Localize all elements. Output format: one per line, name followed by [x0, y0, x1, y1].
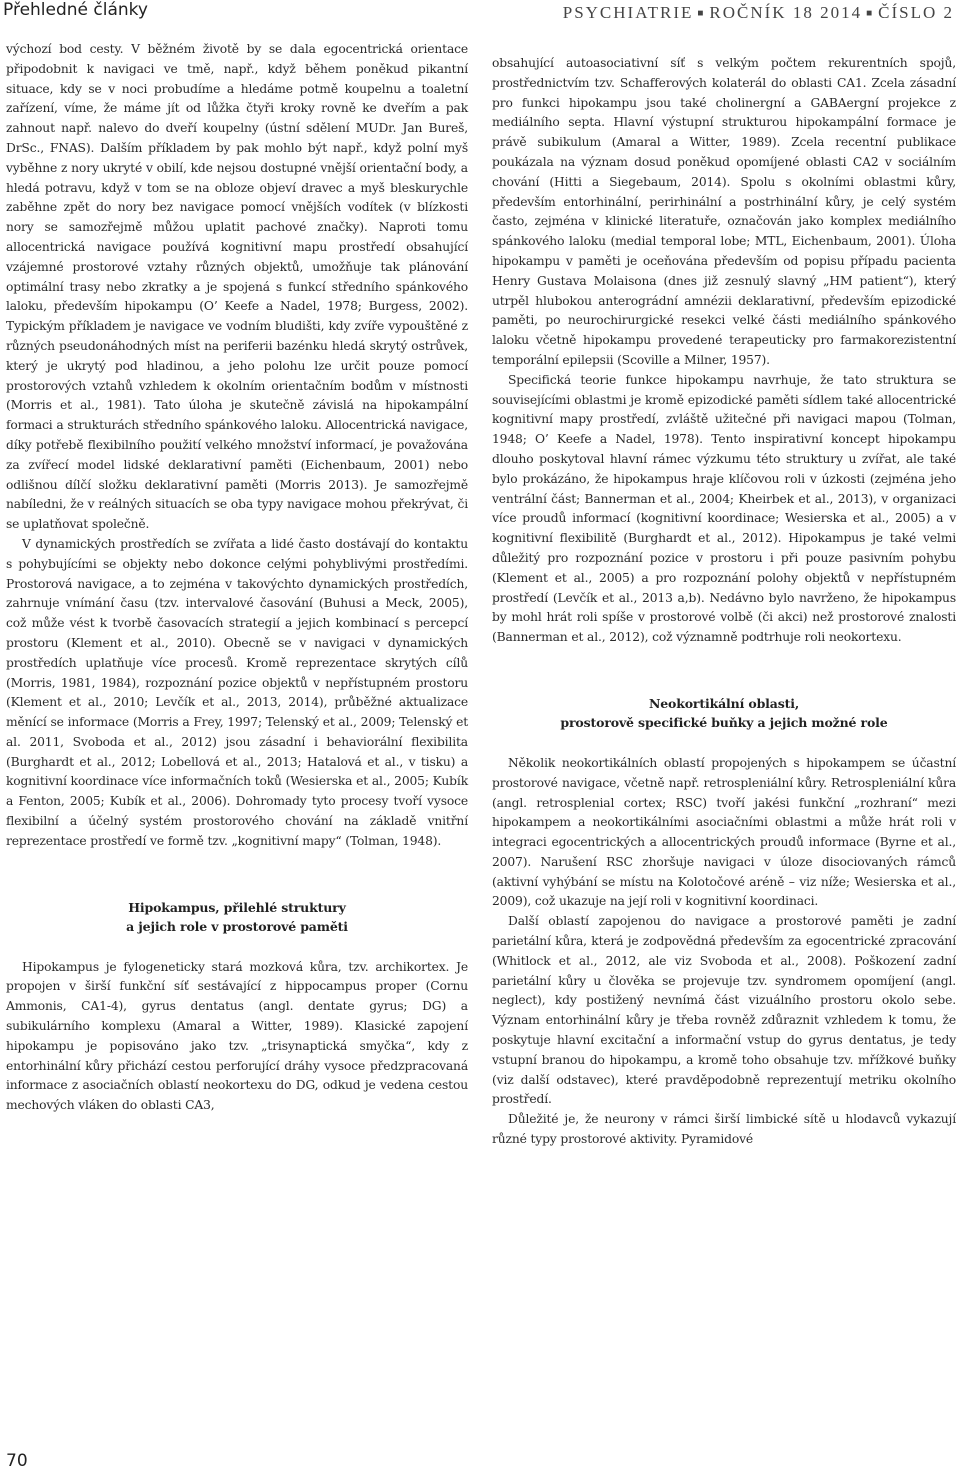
section-title [6, 898, 468, 936]
year: 2014 [820, 3, 863, 22]
paragraph: Další oblastí zapojenou do navigace a prostorové paměti je zadní parietální kůra, která je zodpovědná především za egocentrické zpracování (Whitlock et al., 2012, ale viz Svoboda et al., 2008). Poškození zadní parietální kůry u člověka se projevuje tzv. syndromem opomíjení (angl. neglect), kdy postižený nevnímá část vizuálního prostoru okolo sebe. Význam entorhinální kůry je třeba rovněž zdůraznit vzhledem k tomu, že poskytuje hlavní excitační a informační vstup do gyrus dentatus, je tedy vstupní branou do hipokampu, a kromě toho obsahuje tzv. mřížkové buňky (viz další odstavec), které pravděpodobně reprezentují metriku okolního prostředí. [492, 914, 956, 1107]
separator-square-icon: ■ [866, 8, 875, 19]
journal-name: PSYCHIATRIE [562, 3, 694, 22]
paragraph: Specifická teorie funkce hipokampu navrhuje, že tato struktura se souvisejícími oblastmi je kromě epizodické paměti sídlem také allocentrické kognitivní mapy prostředí, zvláště užitečné při navigaci mapou (Tolman, 1948; O’ Keefe a Nadel, 1978). Tento inspirativní koncept hipokampu dlouho poskytoval hlavní rámec výzkumu této struktury u zvířat, ale také bylo prokázáno, že hipokampus hraje klíčovou roli v úzkosti (zejména jeho ventrální část; Bannerman et al., 2004; Kheirbek et al., 2013), v organizaci více proudů informací (kognitivní koordinace; Wesierska et al., 2005) a v kognitivní flexibilitě (Burghardt et al., 2012). Hipokampus je také velmi důležitý pro rozpoznání pozice v prostoru i při pouze pasivním pohybu (Klement et al., 2005) a pro rozpoznání polohy objektů v nepřístupném prostředí (Levčík et al., 2013 a,b). Nedávno bylo navrženo, že hipokampus by mohl hrát roli spíše v prostorové volbě (či akci) než prostorové znalosti (Bannerman et al., 2012), což významně podtrhuje roli neokortexu. [492, 372, 956, 645]
issue: ČÍSLO 2 [878, 3, 954, 22]
volume: ROČNÍK 18 [709, 3, 814, 22]
section-title-line: Hipokampus, přilehlé struktury [128, 899, 346, 915]
journal-header [563, 3, 954, 23]
section-title-line: prostorově specifické buňky a jejich možné role [560, 714, 888, 730]
right-column [492, 54, 956, 1150]
left-column [6, 40, 468, 1116]
paragraph: V dynamických prostředích se zvířata a lidé často dostávají do kontaktu s pohybujícími se objekty nebo dokonce celými pohyblivými prostředími. Prostorová navigace, a to zejména v takovýchto dynamických prostředích, zahrnuje vnímání času (tzv. intervalové časování (Buhusi a Meck, 2005), což může vést k tvorbě časovacích strategií a jejich kombinací s percepcí prostoru (Klement et al., 2010). Obecně se v navigaci v dynamických prostředích uplatňuje více procesů. Kromě reprezentace skrytých cílů (Morris, 1981, 1984), rozpoznání pozice objektů v nepřístupném prostoru (Klement et al., 2010; Levčík et al., 2013, 2014), průběžné aktualizace měnící se informace (Morris a Frey, 1997; Telenský et al., 2009; Telenský et al. 2011, Svoboda et al., 2012) jsou zásadní i behaviorální flexibilita (Burghardt et al., 2012; Lobellová et al., 2013; Hatalová et al., v tisku) a kognitivní koordinace více informačních toků (Wesierska et al., 2005; Kubík a Fenton, 2005; Kubík et al., 2006). Dohromady tyto procesy tvoří vysoce flexibilní a účelný systém prostorového chování na základě vnitřní reprezentace prostředí ve formě tzv. „kognitivní mapy“ (Tolman, 1948). [6, 536, 468, 848]
section-title [492, 694, 956, 732]
paragraph: obsahující autoasociativní síť s velkým počtem rekurentních spojů, prostřednictvím tzv. Schafferových kolaterál do oblasti CA1. Zcela zásadní pro funkci hipokampu jsou také cholinergní a GABAergní projekce z mediálního septa. Hlavní výstupní strukturou hipokampální formace je právě subikulum (Amaral a Witter, 1989). Zcela recentní publikace poukázala na význam dosud poněkud opomíjené oblasti CA2 v sociálním chování (Hitti a Siegebaum, 2014). Spolu s okolními oblastmi kůry, především entorhinální, perirhinální a postrhinální kůry, je celý systém často, zejména v klinické literatuře, označován jako komplex mediálního spánkového laloku (medial temporal lobe; MTL, Eichenbaum, 2001). Úloha hipokampu v paměti je oceňována především od popisu případu pacienta Henry Gustava Molaisona (dnes již zesnulý slavný „HM patient“), který utrpěl hlubokou anterográdní amnézii deklarativní, především epizodické paměti, po neurochirurgické resekci velké části mediálního spánkového laloku včetně hipokampu provedené terapeuticky pro farmakorezistentní temporální epilepsii (Scoville a Milner, 1957). [492, 56, 956, 367]
separator-square-icon: ■ [697, 8, 706, 19]
section-title-line: a jejich role v prostorové paměti [126, 918, 348, 934]
paragraph: Hipokampus je fylogeneticky stará mozková kůra, tzv. archikortex. Je propojen v širší funkční síť sestávající z hippocampus proper (Cornu Ammonis, CA1-4), gyrus dentatus (angl. dentate gyrus; DG) a subikulárního komplexu (Amaral a Witter, 1989). Klasické zapojení hipokampu je popisováno jako tzv. „trisynaptická smyčka“, kdy z entorhinální kůry přichází cestou perforující dráhy vysoce předzpracovaná informace z asociačních oblastí neokortexu do DG, odkud je vedena cestou mechových vláken do oblasti CA3, [6, 959, 468, 1113]
paragraph: Několik neokortikálních oblastí propojených s hipokampem se účastní prostorové navigace, včetně např. retrospleniální kůry. Retrospleniální kůra (angl. retrosplenial cortex; RSC) tvoří jakési funkční „rozhraní“ mezi hipokampem a neokortikálními asociačními oblastmi a může hrát roli v integraci egocentrických a allocentrických proudů informace (Byrne et al., 2007). Narušení RSC zhoršuje navigaci v úloze disociovaných rámců (aktivní vyhýbání se místu na Kolotočové aréně – viz níže; Wesierska et al., 2009), což ukazuje na její roli v kognitivní koordinaci. [492, 755, 956, 909]
paragraph: Důležité je, že neurony v rámci širší limbické sítě u hlodavců vykazují různé typy prostorové aktivity. Pyramidové [492, 1112, 956, 1147]
section-title-line: Neokortikální oblasti, [648, 695, 800, 711]
paragraph: výchozí bod cesty. V běžném životě by se dala egocentrická orientace připodobnit k navigaci ve tmě, např., když během poněkud pikantní situace, kdy se v noci probudíme a hledáme potmě koupelnu a toaletní zařízení, víme, že máme jít od lůžka čtyři kroky rovně ke dveřím a pak zahnout např. nalevo do dveří koupelny (ústní sdělení MUDr. Jan Bureš, DrSc., FNAS). Dalším příkladem by pak mohlo být např., když polní myš vyběhne z nory ukryté v obilí, kde nejsou dostupné vnější orientační body, a hledá potravu, když v tom se na obloze objeví dravec a myš bleskurychle zaběhne zpět do nory bez navigace pomocí vnějších vodítek (v blízkosti nory se samozřejmě můžou uplatit pachové značky). Naproti tomu allocentrická navigace používá kognitivní mapu prostředí obsahující vzájemné prostorové vztahy různých objektů, umožňuje tak plánování optimální trasy nebo zkratky a je spojená s funkcí středního spánkového laloku, především hipokampu (O’ Keefe a Nadel, 1978; Burgess, 2002). Typickým příkladem je navigace ve vodním bludišti, kdy zvíře vypouštěné z různých pseudonáhodných míst na periferii bazénku hledá skrytý ostrůvek, který je ukrytý pod hladinou, a jeho polohu lze určit pouze pomocí prostorových vztahů vzhledem k okolním orientačním bodům v místnosti (Morris et al., 1981). Tato úloha je skutečně závislá na hipokampální formaci a strukturách středního spánkového laloku. Allocentrická navigace, díky potřebě flexibilního použití velkého množství informací, je považována za zvířecí model lidské deklarativní paměti (Eichenbaum, 2001) nebo odlišnou dílčí složku deklarativní paměti (Morris 2013). Je samozřejmě nabíledni, že v reálných situacích se oba typy navigace mohou překrývat, či se uplatňovat společně. [6, 42, 468, 532]
section-label: Přehledné články [3, 0, 148, 20]
page-number: 70 [6, 1451, 28, 1471]
